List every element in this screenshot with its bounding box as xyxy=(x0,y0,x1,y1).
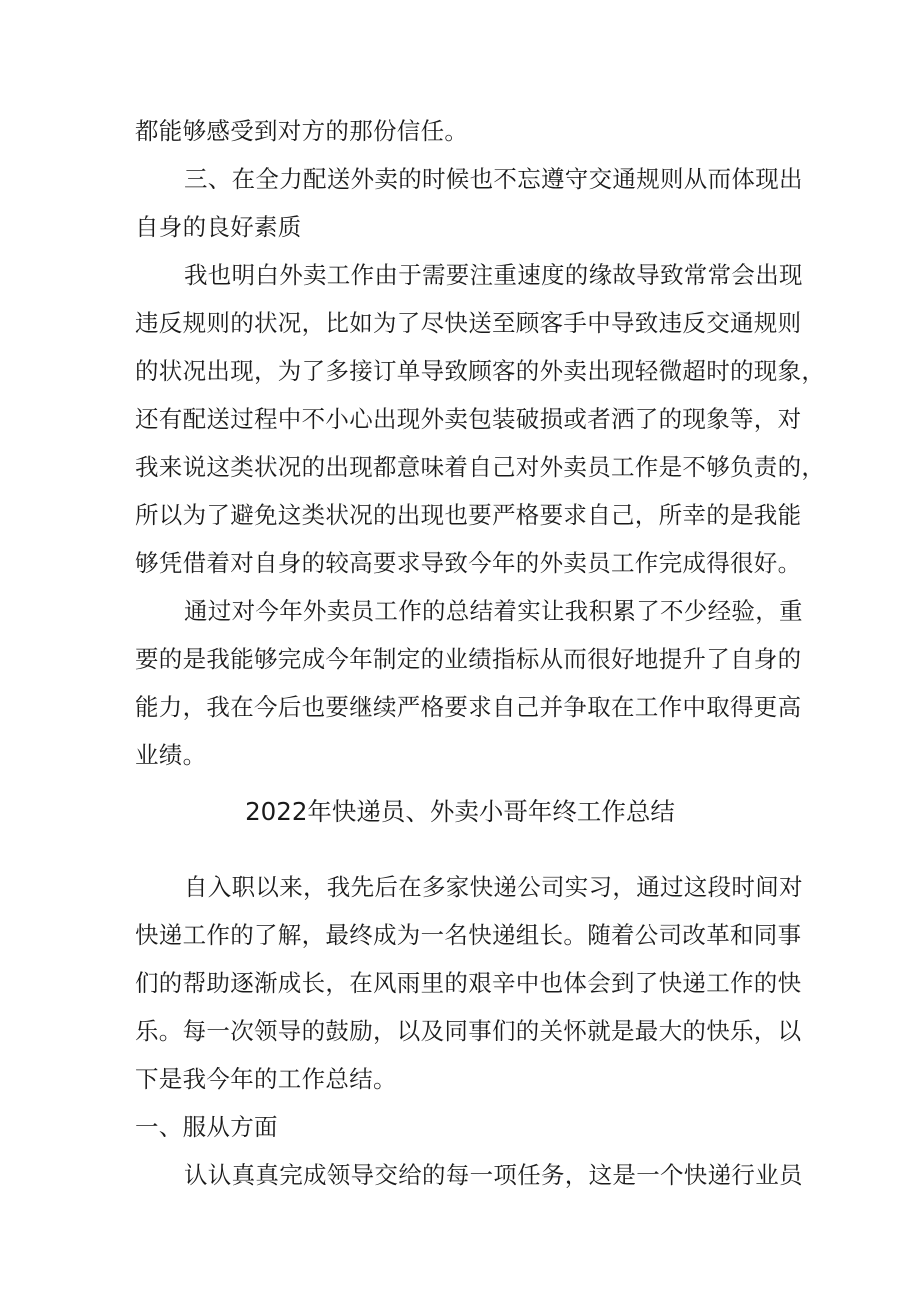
text-line: 要的是我能够完成今年制定的业绩指标从而很好地提升了自身的 xyxy=(135,645,802,673)
section-heading: 一、服从方面 xyxy=(135,1113,278,1141)
text-line: 自身的良好素质 xyxy=(135,213,302,241)
text-line: 够凭借着对自身的较高要求导致今年的外卖员工作完成得很好。 xyxy=(135,549,802,577)
paragraph-start: 通过对今年外卖员工作的总结着实让我积累了不少经验，重 xyxy=(184,597,803,625)
text-line: 能力，我在今后也要继续严格要求自己并争取在工作中取得更高 xyxy=(135,693,802,721)
paragraph-start: 认认真真完成领导交给的每一项任务，这是一个快递行业员 xyxy=(184,1161,803,1189)
paragraph-start: 自入职以来，我先后在多家快递公司实习，通过这段时间对 xyxy=(184,873,803,901)
document-title: 2022年快递员、外卖小哥年终工作总结 xyxy=(245,797,675,826)
text-line: 都能够感受到对方的那份信任。 xyxy=(135,117,469,145)
text-line: 乐。每一次领导的鼓励，以及同事们的关怀就是最大的快乐，以 xyxy=(135,1017,802,1045)
text-line: 我来说这类状况的出现都意味着自己对外卖员工作是不够负责的， xyxy=(135,453,826,481)
text-line: 快递工作的了解，最终成为一名快递组长。随着公司改革和同事 xyxy=(135,921,802,949)
text-line: 的状况出现，为了多接订单导致顾客的外卖出现轻微超时的现象， xyxy=(135,357,826,385)
text-line: 业绩。 xyxy=(135,741,207,769)
paragraph-start: 我也明白外卖工作由于需要注重速度的缘故导致常常会出现 xyxy=(184,261,803,289)
text-line: 下是我今年的工作总结。 xyxy=(135,1065,397,1093)
text-line: 还有配送过程中不小心出现外卖包装破损或者洒了的现象等，对 xyxy=(135,405,802,433)
text-line: 们的帮助逐渐成长，在风雨里的艰辛中也体会到了快递工作的快 xyxy=(135,969,802,997)
section-heading: 三、在全力配送外卖的时候也不忘遵守交通规则从而体现出 xyxy=(184,165,803,193)
text-line: 所以为了避免这类状况的出现也要严格要求自己，所幸的是我能 xyxy=(135,501,802,529)
text-line: 违反规则的状况，比如为了尽快送至顾客手中导致违反交通规则 xyxy=(135,309,802,337)
